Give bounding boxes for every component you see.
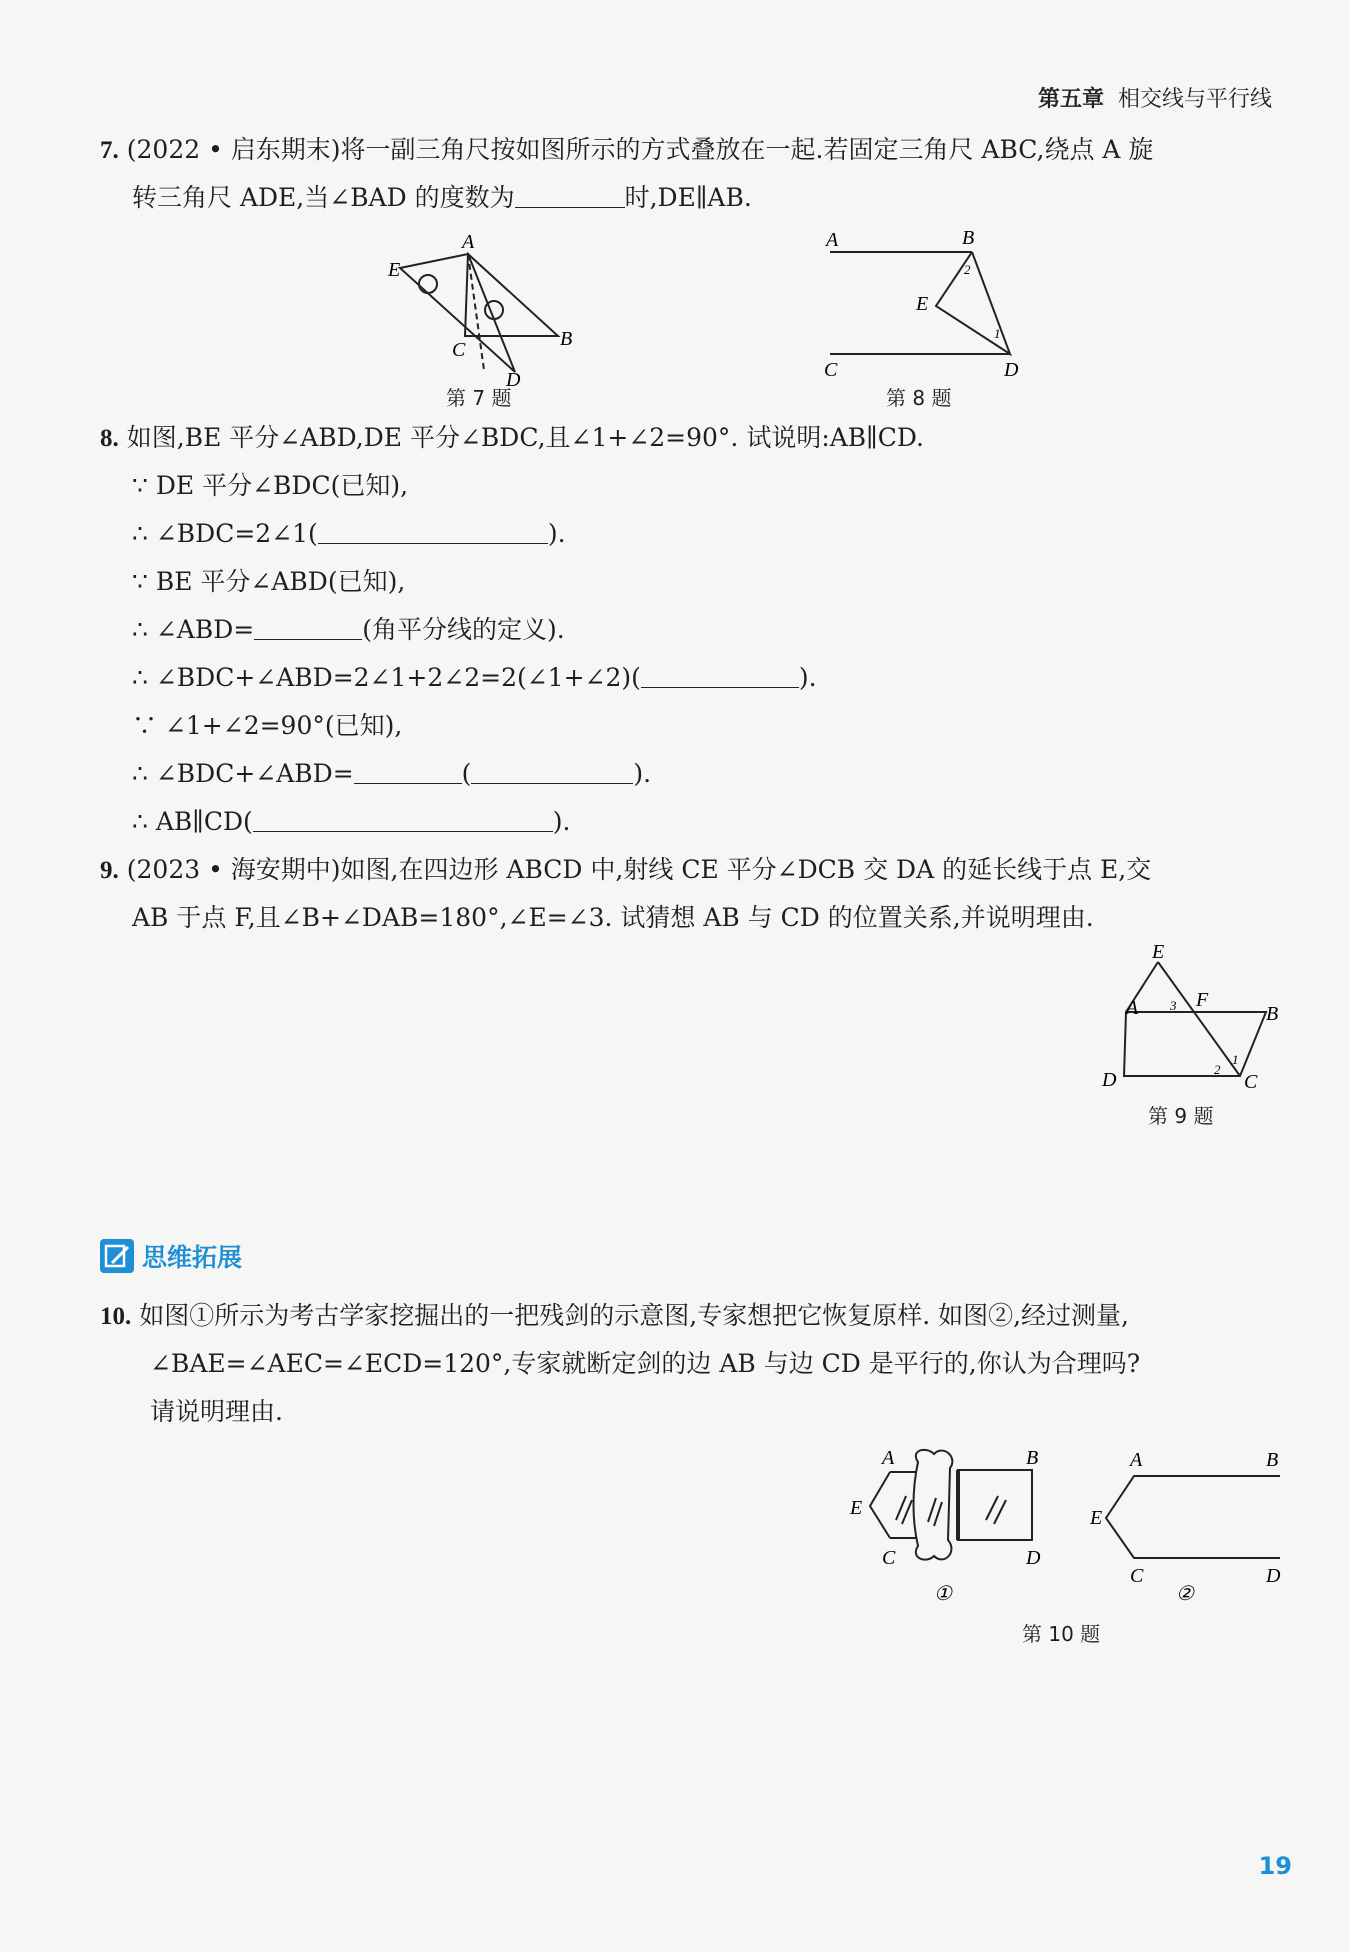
q10-line1 (100, 1296, 1129, 1337)
q9-line2: AB 于点 F,且∠B+∠DAB=180°,∠E=∠3. 试猜想 AB 与 CD 的位置关系,并说明理由. (132, 903, 1094, 932)
q8-step7-end: ). (633, 759, 652, 788)
q8-step7-open: ( (461, 759, 472, 788)
fig8-angle-2: 2 (964, 262, 971, 277)
fig10b-label-b: B (1266, 1449, 1279, 1471)
fig9-angle-3: 3 (1170, 998, 1177, 1013)
q8-blank-6[interactable] (253, 809, 553, 832)
q8-stem: 如图,BE 平分∠ABD,DE 平分∠BDC,且∠1+∠2=90°. 试说明:AB∥CD. (126, 423, 924, 452)
fig10a-label-b: B (1026, 1447, 1039, 1469)
fig10a-hatch-4 (934, 1502, 942, 1526)
q8-step5-end: ). (798, 663, 817, 692)
fig8-label-e: E (916, 293, 929, 315)
fig7-triangle-abc (465, 254, 558, 336)
q7-line1 (100, 130, 1153, 171)
fig7-caption: 第 7 题 (446, 386, 512, 410)
page-number: 19 (1258, 1852, 1292, 1880)
q8-step7-text: ∴ ∠BDC+∠ABD= (132, 759, 354, 788)
q7-text1: (2022 • 启东期末)将一副三角尺按如图所示的方式叠放在一起.若固定三角尺 ABC,绕点 A 旋 (126, 135, 1154, 164)
fig10a-number: ① (934, 1583, 952, 1605)
fig7-label-d: D (506, 369, 521, 388)
fig9-label-c: C (1244, 1071, 1258, 1090)
fig10a-hatch-6 (994, 1500, 1006, 1524)
fig9-label-b: B (1266, 1003, 1279, 1025)
section-title: 思维拓展 (142, 1243, 243, 1272)
fig9-angle-1: 1 (1232, 1052, 1239, 1067)
fig8-label-a: A (826, 229, 839, 251)
fig9-caption: 第 9 题 (1148, 1104, 1214, 1128)
figure-8 (820, 226, 1040, 386)
q7-text2b: 时,DE∥AB. (624, 183, 752, 212)
fig9-ray-ce (1158, 962, 1240, 1076)
pencil-note-icon (100, 1239, 134, 1273)
q7-answer-blank[interactable] (515, 185, 625, 208)
fig7-label-c: C (452, 339, 466, 361)
q8-step3: ∵ BE 平分∠ABD(已知), (132, 567, 406, 596)
fig10a-label-e: E (850, 1497, 863, 1519)
fig9-label-d: D (1102, 1069, 1117, 1090)
q9-line1 (100, 850, 1151, 891)
fig9-label-a: A (1126, 997, 1139, 1019)
fig7-label-b: B (560, 328, 573, 350)
q8-step6: ∵ ∠1+∠2=90°(已知), (132, 711, 403, 740)
fig10b-polyline (1106, 1476, 1280, 1558)
section-header (100, 1236, 242, 1276)
chapter-number: 第五章 (1037, 87, 1104, 112)
q8-blank-3[interactable] (641, 665, 799, 688)
fig10b-label-c: C (1130, 1565, 1144, 1587)
fig10a-label-c: C (882, 1547, 896, 1569)
fig10b-label-a: A (1130, 1449, 1143, 1471)
q8-step4-text: ∴ ∠ABD= (132, 615, 255, 644)
fig7-hole-1 (419, 275, 437, 293)
figure-7 (380, 228, 590, 388)
q8-step2-text: ∴ ∠BDC=2∠1( (132, 519, 318, 548)
fig7-label-a: A (462, 231, 475, 253)
fig10b-label-e: E (1090, 1507, 1103, 1529)
figure-9 (1090, 940, 1290, 1090)
q8-number: 8. (100, 425, 119, 452)
fig8-label-c: C (824, 359, 838, 381)
fig10a-tip (870, 1472, 890, 1538)
q9-number: 9. (100, 857, 119, 884)
q8-step8-text: ∴ AB∥CD( (132, 807, 253, 836)
q7-text2a: 转三角尺 ADE,当∠BAD 的度数为 (132, 183, 515, 212)
q7-number: 7. (100, 137, 119, 164)
q8-blank-1[interactable] (318, 521, 548, 544)
fig10-caption: 第 10 题 (1022, 1622, 1101, 1646)
fig8-label-b: B (962, 227, 975, 249)
fig10a-label-d: D (1026, 1547, 1041, 1569)
fig10a-hatch-3 (928, 1498, 936, 1522)
fig10b-number: ② (1176, 1583, 1194, 1605)
q10-line3: 请说明理由. (150, 1397, 283, 1426)
fig7-hole-2 (485, 301, 503, 319)
fig9-angle-2: 2 (1214, 1062, 1221, 1077)
q8-step2 (132, 514, 566, 554)
fig8-angle-1: 1 (994, 326, 1001, 341)
chapter-title: 相交线与平行线 (1117, 87, 1272, 112)
q8-step7 (132, 754, 651, 794)
q8-blank-2[interactable] (254, 617, 362, 640)
fig9-quadrilateral (1124, 1012, 1266, 1076)
q7-line2 (132, 178, 752, 218)
q8-step4 (132, 610, 565, 650)
q8-step5 (132, 658, 817, 698)
fig8-caption: 第 8 题 (886, 386, 952, 410)
fig10a-hatch-5 (986, 1496, 998, 1520)
q8-step4-end: (角平分线的定义). (362, 615, 565, 644)
q10-number: 10. (100, 1303, 132, 1330)
q10-text1: 如图①所示为考古学家挖掘出的一把残剑的示意图,专家想把它恢复原样. 如图②,经过测量, (139, 1301, 1129, 1330)
chapter-header (1038, 82, 1272, 113)
q9-text1: (2023 • 海安期中)如图,在四边形 ABCD 中,射线 CE 平分∠DCB 交 DA 的延长线于点 E,交 (126, 855, 1152, 884)
q8-step5-text: ∴ ∠BDC+∠ABD=2∠1+2∠2=2(∠1+∠2)( (132, 663, 641, 692)
q8-step1: ∵ DE 平分∠BDC(已知), (132, 471, 409, 500)
fig9-label-f: F (1196, 989, 1209, 1011)
q8-step2-end: ). (547, 519, 566, 548)
fig7-label-e: E (388, 259, 401, 281)
q8-step8-end: ). (552, 807, 571, 836)
q8-blank-5[interactable] (471, 761, 633, 784)
fig8-label-d: D (1004, 359, 1019, 381)
q8-step8 (132, 802, 570, 842)
q10-line2: ∠BAE=∠AEC=∠ECD=120°,专家就断定剑的边 AB 与边 CD 是平行的,你认为合理吗? (150, 1349, 1141, 1378)
fig9-label-e: E (1152, 941, 1165, 963)
fig10b-label-d: D (1266, 1565, 1281, 1587)
figure-10-schematic (1090, 1440, 1300, 1620)
figure-10-sword (840, 1440, 1060, 1620)
fig10a-blade (958, 1470, 1032, 1540)
q8-line-stem (100, 418, 924, 459)
fig10a-label-a: A (882, 1447, 895, 1469)
q8-blank-4[interactable] (354, 761, 462, 784)
